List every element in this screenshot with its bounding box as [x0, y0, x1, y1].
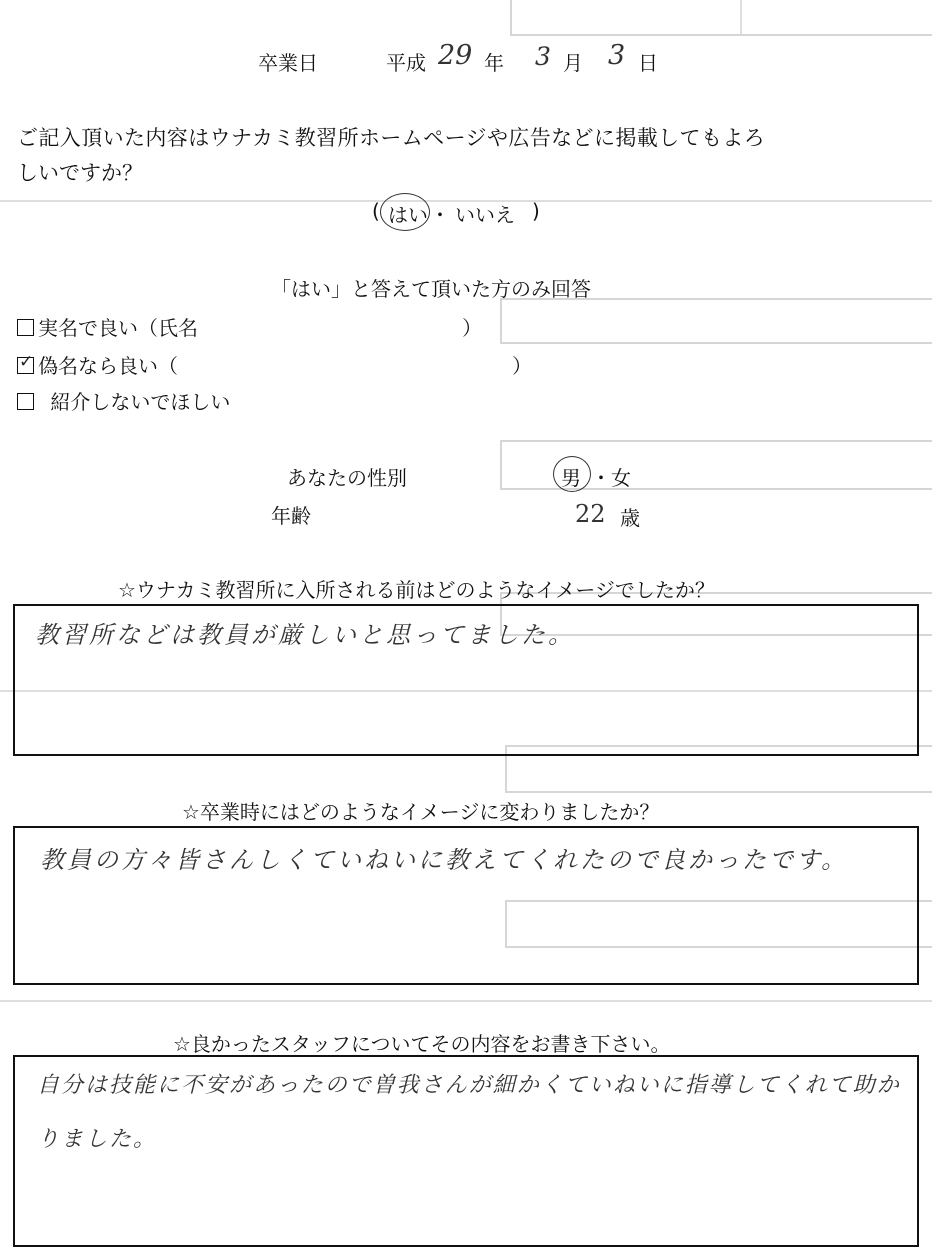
real-name-close: ） [462, 316, 482, 340]
consent-question-line1: ご記入頂いた内容はウナカミ教習所ホームページや広告などに掲載してもよろ [17, 126, 766, 150]
name-options-heading: 「はい」と答えて頂いた方のみ回答 [271, 277, 591, 301]
consent-answer-no[interactable]: いいえ [455, 203, 515, 227]
pseudonym-close: ） [512, 354, 532, 378]
year-unit: 年 [484, 51, 504, 75]
gender-female[interactable]: 女 [611, 466, 631, 490]
consent-answer-separator: ・ [430, 203, 450, 227]
yes-circle-mark [380, 193, 430, 231]
graduation-month-value: 3 [535, 42, 551, 71]
real-name-checkbox[interactable] [17, 319, 34, 336]
age-label: 年齢 [271, 504, 311, 528]
male-circle-mark [553, 456, 591, 492]
q2-heading: ☆卒業時にはどのようなイメージに変わりましたか？ [182, 800, 660, 824]
era-label: 平成 [386, 51, 426, 75]
pseudonym-checkbox[interactable] [17, 357, 34, 374]
gender-label: あなたの性別 [287, 466, 407, 490]
q2-answer-text: 教員の方々皆さんしくていねいに教えてくれたので良かったです。 [40, 846, 849, 874]
age-unit: 歳 [620, 506, 640, 530]
q1-answer-text: 教習所などは教員が厳しいと思ってました。 [35, 621, 575, 649]
q3-heading: ☆良かったスタッフについてその内容をお書き下さい。 [173, 1032, 671, 1056]
consent-answer-open: ( [372, 199, 380, 223]
q3-answer-line1: 自分は技能に不安があったので曽我さんが細かくていねいに指導してくれて助か [37, 1073, 901, 1098]
no-intro-label: 紹介しないでほしい [50, 390, 231, 414]
age-value: 22 [575, 500, 606, 528]
real-name-label: 実名で良い（氏名 [38, 316, 198, 340]
consent-question-line2: しいですか？ [17, 161, 143, 185]
month-unit: 月 [563, 51, 583, 75]
graduation-year-value: 29 [438, 40, 473, 71]
option-real-name [17, 312, 198, 341]
q3-answer-line2: りました。 [37, 1127, 158, 1152]
consent-answer-yes[interactable]: はい [388, 203, 428, 227]
option-pseudonym [17, 350, 178, 379]
pseudonym-label: 偽名なら良い（ [38, 354, 178, 378]
option-no-intro [17, 386, 230, 415]
day-unit: 日 [638, 51, 658, 75]
gender-separator: ・ [591, 466, 611, 490]
consent-answer-close: ) [532, 199, 540, 223]
graduation-day-value: 3 [608, 40, 626, 71]
no-intro-checkbox[interactable] [17, 393, 34, 410]
q1-heading: ☆ウナカミ教習所に入所される前はどのようなイメージでしたか？ [118, 578, 715, 602]
graduation-date-label: 卒業日 [258, 51, 318, 75]
gender-male[interactable]: 男 [561, 466, 581, 490]
